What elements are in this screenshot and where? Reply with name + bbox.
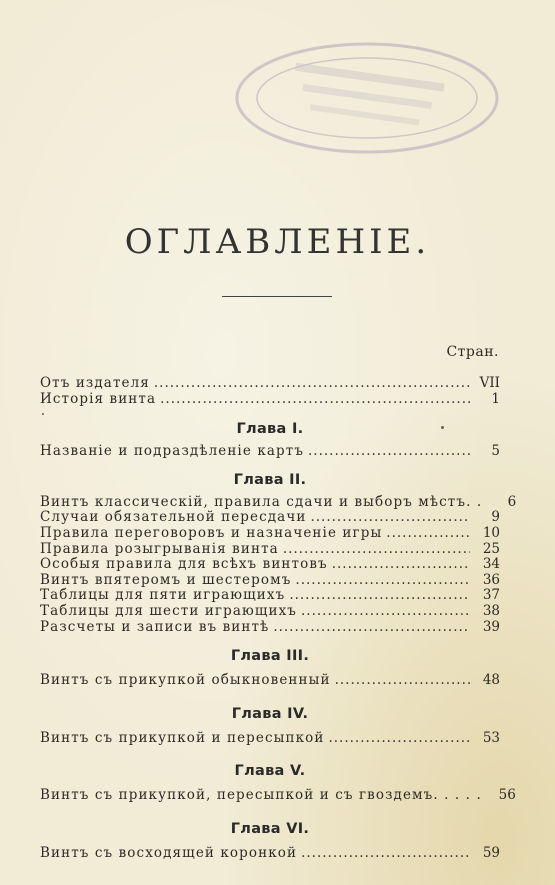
- toc-entry[interactable]: [40, 731, 500, 747]
- toc-entry-page: 56: [498, 787, 516, 804]
- toc-entry[interactable]: [40, 620, 500, 636]
- toc-entry[interactable]: [40, 846, 500, 862]
- toc-entry-label: Винтъ классическій, правила сдачи и выборъ мѣстъ. .: [40, 493, 483, 510]
- library-stamp: [232, 38, 502, 158]
- dot-leader: [310, 510, 470, 526]
- toc-entry-page: 5: [491, 443, 500, 460]
- dot-leader: [154, 376, 470, 392]
- toc-entry-label: Исторія винта: [40, 390, 157, 407]
- toc-entry[interactable]: [40, 542, 500, 558]
- toc-entry-page: 6: [507, 493, 517, 510]
- page-title: ОГЛАВЛЕНІЕ.: [124, 222, 431, 262]
- table-of-contents: [40, 372, 517, 862]
- chapter-heading: Глава V.: [234, 763, 306, 780]
- toc-entry-page: 38: [482, 602, 500, 619]
- dot-leader: [273, 620, 470, 636]
- dot-leader: [289, 588, 470, 604]
- dot-leader: [335, 673, 470, 689]
- toc-entry-page: 37: [482, 587, 500, 604]
- toc-entry[interactable]: [40, 557, 500, 573]
- toc-entry[interactable]: [40, 493, 517, 511]
- toc-entry-label: Особыя правила для всѣхъ винтовъ: [40, 556, 328, 573]
- dot-leader: [283, 542, 470, 558]
- toc-entry-page: 1: [491, 390, 500, 407]
- toc-entry-label: Таблицы для пяти играющихъ: [40, 587, 286, 604]
- toc-entry-label: Названіе и подраздѣленіе картъ: [40, 443, 305, 460]
- chapter-heading: Глава VI.: [230, 820, 310, 837]
- toc-entry[interactable]: [40, 526, 500, 542]
- toc-entry[interactable]: [40, 376, 500, 392]
- toc-entry[interactable]: [40, 510, 500, 526]
- dot-leader: [301, 604, 470, 620]
- dot-leader: [295, 573, 470, 589]
- toc-entry-page: 39: [482, 618, 500, 635]
- dot-leader: [328, 731, 470, 747]
- toc-entry-label: Случаи обязательной пересдачи: [40, 509, 307, 526]
- toc-entry-page: 36: [482, 571, 500, 588]
- title-divider: [222, 296, 332, 297]
- toc-entry[interactable]: [40, 787, 516, 804]
- toc-entry-page: 10: [482, 524, 500, 541]
- toc-entry[interactable]: [40, 588, 500, 604]
- toc-entry-label: Винтъ съ восходящей коронкой: [40, 844, 298, 861]
- dot-leader: [301, 846, 470, 862]
- toc-entry-page: 9: [491, 509, 500, 526]
- toc-entry-page: 25: [482, 540, 500, 557]
- toc-entry[interactable]: [40, 444, 500, 460]
- dot-leader: [160, 392, 470, 408]
- toc-entry-page: 59: [482, 844, 500, 861]
- toc-entry-page: 53: [482, 729, 500, 746]
- toc-entry[interactable]: [40, 604, 500, 620]
- chapter-heading: Глава III.: [230, 648, 310, 665]
- toc-entry[interactable]: [40, 573, 500, 589]
- chapter-heading: Глава II.: [233, 471, 307, 488]
- pages-column-label: Стран.: [446, 344, 499, 360]
- toc-entry-label: Винтъ съ прикупкой, пересыпкой и съ гвоздемъ. . . . .: [40, 787, 482, 804]
- toc-entry-label: Разсчеты и записи въ винтѣ: [40, 618, 270, 635]
- chapter-heading: Глава IV.: [231, 705, 309, 722]
- dot-leader: [332, 557, 470, 573]
- chapter-heading: Глава I.: [236, 421, 304, 438]
- dot-leader: [386, 526, 470, 542]
- toc-entry-label: Таблицы для шести играющихъ: [40, 602, 297, 619]
- toc-entry-label: Винтъ впятеромъ и шестеромъ: [40, 571, 292, 588]
- toc-entry-label: Правила розыгрыванія винта: [40, 540, 279, 557]
- toc-entry-label: Винтъ съ прикупкой и пересыпкой: [40, 729, 325, 746]
- toc-entry-page: 48: [482, 672, 500, 689]
- toc-entry[interactable]: [40, 673, 500, 689]
- toc-entry-page: 34: [482, 556, 500, 573]
- toc-entry-page: VII: [479, 375, 500, 391]
- toc-entry-label: Отъ издателя: [40, 375, 150, 391]
- dot-leader: [308, 444, 470, 460]
- toc-entry-label: Винтъ съ прикупкой обыкновенный: [40, 672, 331, 689]
- toc-entry-label: Правила переговоровъ и назначеніе игры: [40, 524, 383, 541]
- toc-entry[interactable]: [40, 392, 500, 408]
